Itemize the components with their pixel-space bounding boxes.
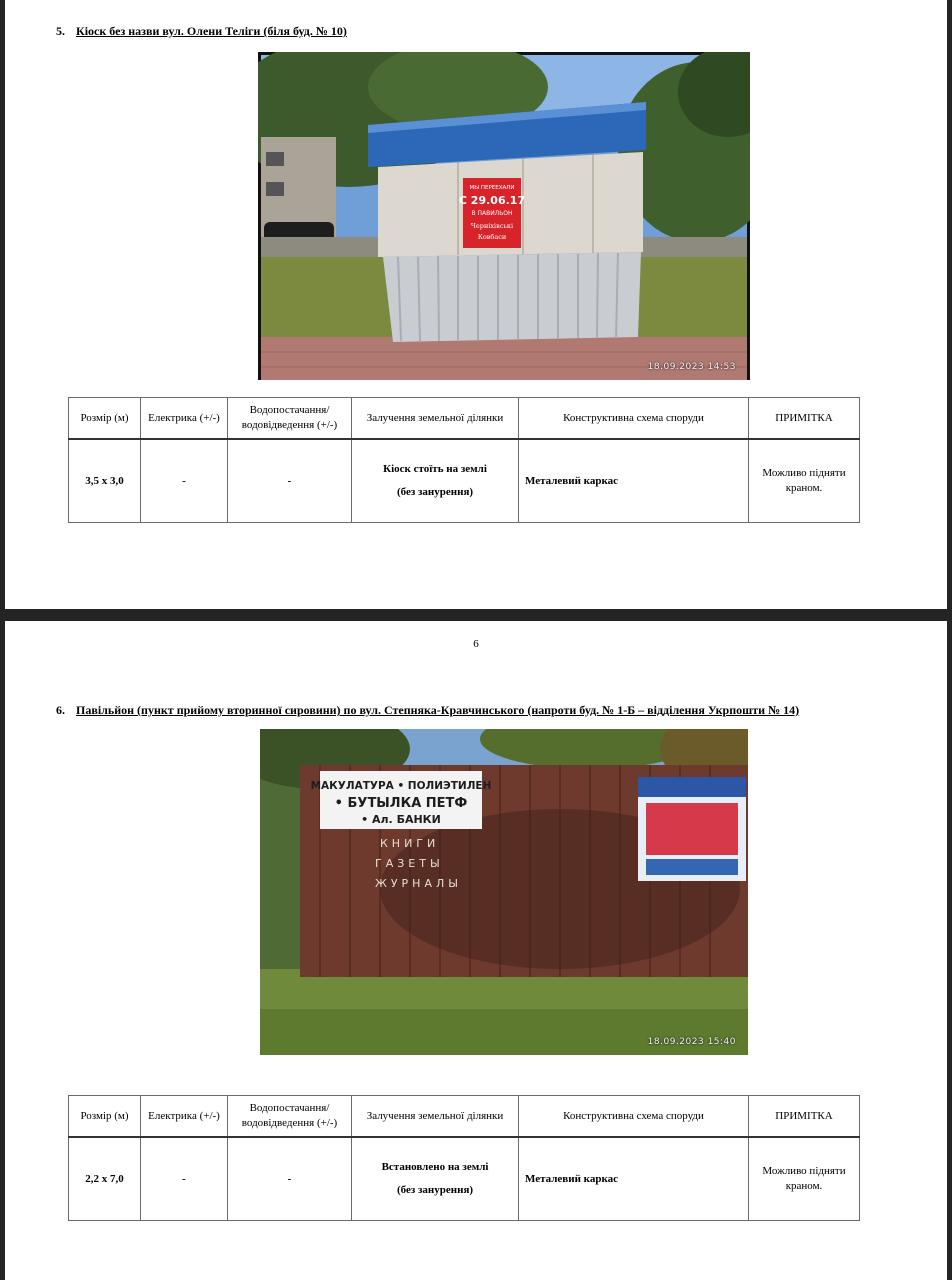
table-row bbox=[69, 1137, 860, 1221]
wall-text-books: КНИГИ bbox=[380, 837, 440, 850]
cell-water: - bbox=[228, 1137, 352, 1221]
entry-6-number: 6. bbox=[56, 703, 65, 717]
header-size: Розмір (м) bbox=[69, 398, 141, 440]
cell-note: Можливо підняти краном. bbox=[749, 1137, 860, 1221]
kiosk-sign-line-3: В ПАВИЛЬОН bbox=[471, 210, 513, 217]
entry-5-heading bbox=[56, 24, 347, 39]
document-page-1 bbox=[5, 0, 947, 609]
cell-size: 2,2 х 7,0 bbox=[69, 1137, 141, 1221]
cell-construction: Металевий каркас bbox=[519, 439, 749, 523]
entry-5-spec-table bbox=[68, 397, 860, 523]
header-size: Розмір (м) bbox=[69, 1096, 141, 1138]
kiosk-sign-line-2: С 29.06.17 bbox=[458, 194, 526, 207]
header-land: Залучення земельної ділянки bbox=[352, 1096, 519, 1138]
pavilion-sign-line-2: • БУТЫЛКА ПЕТФ bbox=[334, 796, 468, 811]
pavilion-sign-line-3: • Ал. БАНКИ bbox=[361, 813, 441, 826]
pavilion-photo bbox=[260, 729, 748, 1059]
kiosk-sign-line-4: Черніхівські bbox=[470, 222, 514, 230]
pavilion-sign-line-1: МАКУЛАТУРА • ПОЛИЭТИЛЕН bbox=[310, 780, 492, 792]
header-construction: Конструктивна схема споруди bbox=[519, 398, 749, 440]
cell-land-line-2: (без занурення) bbox=[396, 486, 474, 498]
pavilion-photo-timestamp: 18.09.2023 15:40 bbox=[647, 1037, 736, 1047]
kiosk-photo bbox=[258, 52, 750, 384]
header-water: Водопостачання/ водовідведення (+/-) bbox=[228, 398, 352, 440]
kiosk-photo-timestamp: 18.09.2023 14:53 bbox=[647, 362, 736, 372]
wall-text-newspapers: ГАЗЕТЫ bbox=[375, 857, 444, 870]
table-header-row bbox=[69, 1096, 860, 1138]
header-electricity: Електрика (+/-) bbox=[141, 1096, 228, 1138]
cell-electricity: - bbox=[141, 439, 228, 523]
cell-note: Можливо підняти краном. bbox=[749, 439, 860, 523]
cell-construction: Металевий каркас bbox=[519, 1137, 749, 1221]
header-note: ПРИМІТКА bbox=[749, 398, 860, 440]
kiosk-sign-line-5: Ковбаси bbox=[477, 233, 507, 241]
table-header-row bbox=[69, 398, 860, 440]
header-electricity: Електрика (+/-) bbox=[141, 398, 228, 440]
entry-5-number: 5. bbox=[56, 24, 65, 38]
document-page-2 bbox=[5, 621, 947, 1280]
kiosk-sign-line-1: МЫ ПЕРЕЕХАЛИ bbox=[469, 185, 515, 191]
header-note: ПРИМІТКА bbox=[749, 1096, 860, 1138]
header-water: Водопостачання/ водовідведення (+/-) bbox=[228, 1096, 352, 1138]
cell-electricity: - bbox=[141, 1137, 228, 1221]
entry-6-spec-table bbox=[68, 1095, 860, 1221]
header-land: Залучення земельної ділянки bbox=[352, 398, 519, 440]
cell-water: - bbox=[228, 439, 352, 523]
cell-size: 3,5 х 3,0 bbox=[69, 439, 141, 523]
wall-text-magazines: ЖУРНАЛЫ bbox=[375, 877, 462, 890]
page-number: 6 bbox=[473, 638, 479, 650]
cell-land-line-2: (без занурення) bbox=[396, 1184, 474, 1196]
cell-land-line-1: Кіоск стоїть на землі bbox=[383, 463, 487, 476]
header-construction: Конструктивна схема споруди bbox=[519, 1096, 749, 1138]
cell-land bbox=[352, 439, 519, 523]
cell-land bbox=[352, 1137, 519, 1221]
entry-6-title: Павільйон (пункт прийому вторинної сировини) по вул. Степняка-Кравчинського (напроти буд. № 1-Б – відділення Укрпошти № 14) bbox=[76, 703, 800, 717]
entry-5-title: Кіоск без назви вул. Олени Теліги (біля буд. № 10) bbox=[76, 24, 347, 38]
table-row bbox=[69, 439, 860, 523]
entry-6-heading bbox=[56, 703, 799, 718]
cell-land-line-1: Встановлено на землі bbox=[381, 1161, 489, 1174]
